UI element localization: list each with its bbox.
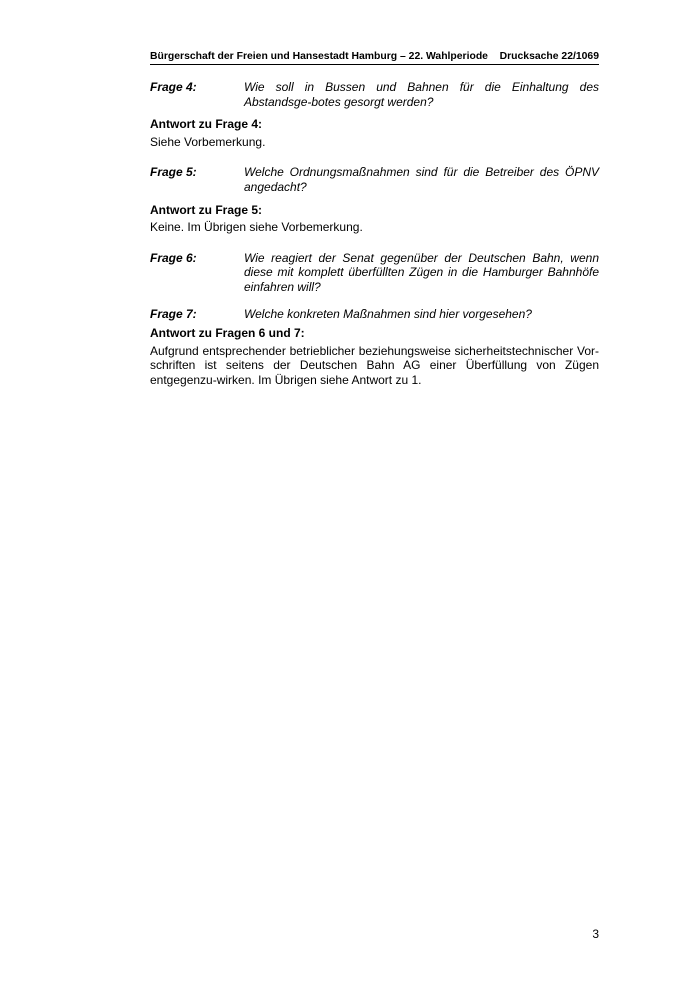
- question-label: Frage 6:: [150, 250, 197, 265]
- question-label: Frage 5:: [150, 165, 197, 180]
- question-text: Welche Ordnungsmaßnahmen sind für die Betreiber des ÖPNV angedacht?: [244, 165, 599, 194]
- question-5: [150, 165, 599, 194]
- header-document-number: Drucksache 22/1069: [499, 51, 599, 62]
- question-4: [150, 80, 599, 109]
- question-label: Frage 4:: [150, 80, 197, 94]
- answer-heading: Antwort zu Frage 4:: [150, 117, 263, 132]
- answer-text: Keine. Im Übrigen siehe Vorbemerkung.: [150, 220, 363, 235]
- question-7: [150, 307, 599, 322]
- answer-heading: Antwort zu Frage 5:: [150, 202, 263, 217]
- answer-text: Aufgrund entsprechender betrieblicher beziehungsweise sicherheitstechnischer Vor-schriften ist seitens der Deutschen Bahn AG einer Überfüllung von Zügen entgegenzu-wirken. Im Übrigen siehe Antwort zu 1.: [150, 343, 599, 387]
- page-number: 3: [592, 927, 599, 941]
- question-text: Welche konkreten Maßnahmen sind hier vorgesehen?: [244, 306, 532, 321]
- question-6: [150, 251, 599, 295]
- question-label: Frage 7:: [150, 306, 197, 321]
- answer-heading: Antwort zu Fragen 6 und 7:: [150, 326, 305, 341]
- question-text: Wie soll in Bussen und Bahnen für die Einhaltung des Abstandsge-botes gesorgt werden?: [244, 80, 599, 109]
- page-header: [150, 45, 599, 65]
- header-title: Bürgerschaft der Freien und Hansestadt Hamburg – 22. Wahlperiode: [150, 51, 488, 62]
- document-body: [150, 80, 599, 401]
- answer-text: Siehe Vorbemerkung.: [150, 134, 266, 149]
- question-text: Wie reagiert der Senat gegenüber der Deutschen Bahn, wenn diese mit komplett überfüllten Zügen in die Hamburger Bahnhöfe einfahren will?: [244, 250, 599, 294]
